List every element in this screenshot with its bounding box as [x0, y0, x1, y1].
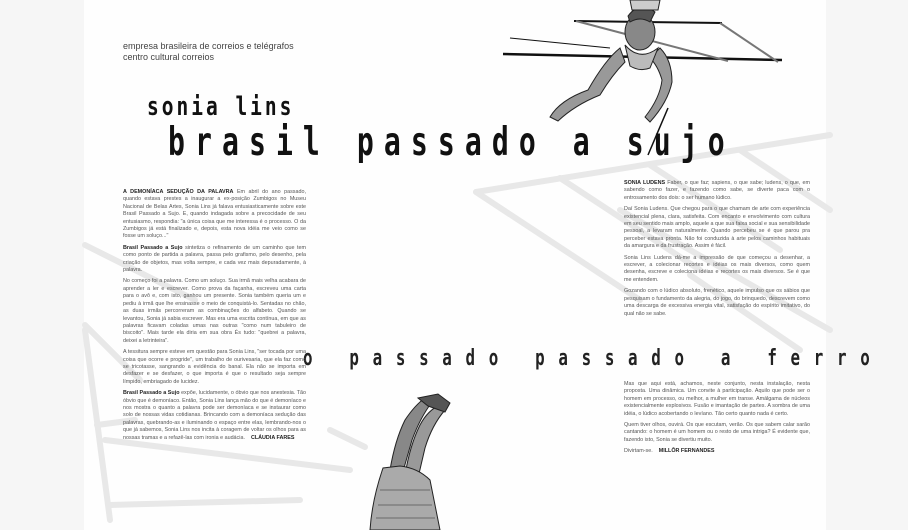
- essay-paragraph: [624, 180, 810, 202]
- closing-text: Divirtam-se.: [624, 448, 653, 455]
- paragraph-text: Mas que aqui está, achamos, neste conjunto, nesta instalação, nesta proposta. Uma dinâmica. Um convite à participação. Aquilo que pode ser o homem em processo, ou melhor, a mulher em transe. Amálgama de núcleos existencialmente explosivos. Fusão e imantação de partes. A sombra de uma idéia, o lúdico acobertando o levíano. Tão certo quanto nada é certo.: [624, 381, 810, 417]
- paragraph-lead: SONIA LUDENS: [624, 180, 666, 186]
- paragraph-lead: Brasil Passado a Sujo: [123, 390, 180, 397]
- essay-paragraph: [123, 390, 306, 442]
- essay-paragraph: [123, 349, 306, 386]
- essay-paragraph: [123, 278, 306, 345]
- paragraph-text: Faber, o que faz; sapiens, o que sabe; ludens, o que, em sabendo como fazer, e fazendo como sabe, se diverte paca com o entrosamento dos dois: o ser humano lúdico.: [624, 180, 810, 201]
- essay-paragraph: [624, 255, 810, 285]
- paragraph-text: No começo foi a palavra. Como um soluço. Sua irmã mais velha acabara de aprender a ler e escrever. Como prova da façanha, escreveu uma carta para o avô e, com isto, ganhou um presente. Sonia também queria um e pediu à irmã que lhe ensinasse o meio de conquistá-lo. Sentadas no chão, as duas irmãs percorreram as combinações do alfabeto. Quando se levantou, Sonia já sabia escrever. Mas era uma escrita contínua, em que as palavras ficavam coladas umas nas outras "como num tabuleiro de biscoito". Mais tarde ela diria em sua obra És tudo: "quebrei a palavra, deixei a letrinteira".: [123, 278, 306, 344]
- essay-right-column-top: [624, 180, 810, 322]
- paragraph-text: sintetiza o refinamento de um caminho que tem como ponto de partida a palavra, passa pelo grafismo, pelo desenho, pela criação de objetos, mas volta sempre, e cada vez mais depuradamente, à palavra.: [123, 244, 307, 274]
- paragraph-lead: A DEMONÍACA SEDUÇÃO DA PALAVRA: [123, 189, 234, 195]
- essay-right-column-bottom: [624, 381, 810, 460]
- publisher-header: [123, 41, 294, 63]
- closing-line: [624, 448, 810, 455]
- exhibition-title: brasil passado a sujo: [168, 120, 735, 165]
- paragraph-text: Daí Sonia Ludens. Que chegou para o que chamam de arte com experiência existencial plena, clara, satisfeita. Com encanto e envolvimento com cultura em seu sentido mais amplo, aquele a que sua faixa social e sua sensibilidade pessoal, a levaram naturalmente. Quando percebeu se é que parou pra perceber estava pronta. Não foi conduzida à arte pelos caminhos habituais da amargura e da frustração. Assim é fácil.: [624, 206, 810, 250]
- essay-paragraph: [123, 189, 306, 241]
- author-signature: CLÁUDIA FARES: [250, 434, 295, 441]
- essay-left-column: [123, 189, 306, 446]
- essay-paragraph: [624, 422, 810, 444]
- paragraph-text: Quem tiver olhos, ouvirá. Os que escutam, verão. Os que sabem calar sarão cantando: o homem é um homem ou o resto de uma intriga? É evidente que, fazendo isto, Sonia se divertiu muito.: [624, 422, 810, 443]
- paragraph-text: Gozando com o lúdico absoluto, frenético, aquele impulso que os sábios que pesquisam o fundamento da alegria, do jogo, do brinquedo, descrevem como uma descarga de excessiva energia vital, satisfação do espírito imitativo, do qual não se sabe.: [624, 288, 810, 317]
- cultural-center-line: centro cultural correios: [123, 52, 215, 62]
- paragraph-text: expõe, lucidamente, o óbvio que nos anestesia. Tão óbvio que é demoníaco. Então, Sonia Lins lança mão do que é demoníaco e nos mostra o quanto a palavra pode ser demoníaca e se instaurar como solo de nossas vidas cotidianas. Brincando com a demoníaca sedução das palavras, quebrando-as e iluminando o espaço entre elas, lembrando-nos o que já sabemos, Sonia Lins nos incita à coragem de voltar os olhos para as nossas tramas e a refazê-las com ironia e audácia.: [123, 390, 307, 441]
- artist-name: sonia lins: [147, 92, 295, 122]
- author-signature: MILLÔR FERNANDES: [658, 448, 715, 455]
- essay-paragraph: [123, 245, 306, 275]
- exhibition-subtitle: o passado passado a ferro: [303, 346, 884, 371]
- essay-paragraph: [624, 381, 810, 418]
- publisher-line: empresa brasileira de correios e telégrafos: [123, 41, 294, 51]
- paragraph-text: Em abril do ano passado, quando estava prestes a inaugurar a ex-posição Zumbigos no Museu Nacional de Belas Artes, Sonia Lins já falava entusiasticamente sobre este Brasil Passado a Sujo. E, quando indagada sobre a precocidade de seu entusiasmo, respondia: "a única coisa que me interessa é o processo. O da Zumbigos já está finalizado e, depois, esta nova idéia me veio como se fosse um soluço...": [123, 189, 306, 240]
- essay-paragraph: [624, 206, 810, 250]
- paragraph-text: A tessitura sempre esteve em questão para Sonia Lins, "ser tocada por uma coisa que ocorre e progride", um trabalho de ourivesaria, que ela faz como se tricotasse, sangrando a evidência do banal. Ela não se importa em desfazer e se desfazer, o que importa é que o resultado seja sempre límpido, embriagado de lucidez.: [123, 349, 306, 385]
- paragraph-lead: Brasil Passado a Sujo: [123, 244, 183, 251]
- paragraph-text: Sonia Lins Ludens dá-me a impressão de que começou a desenhar, a escrever, a colecionar recortes e idéias os mais diversos, como quem desenha, escreve e coleciona idéias e recortes os mais diversos. Se é que me entendem.: [624, 254, 810, 283]
- essay-paragraph: [624, 288, 810, 318]
